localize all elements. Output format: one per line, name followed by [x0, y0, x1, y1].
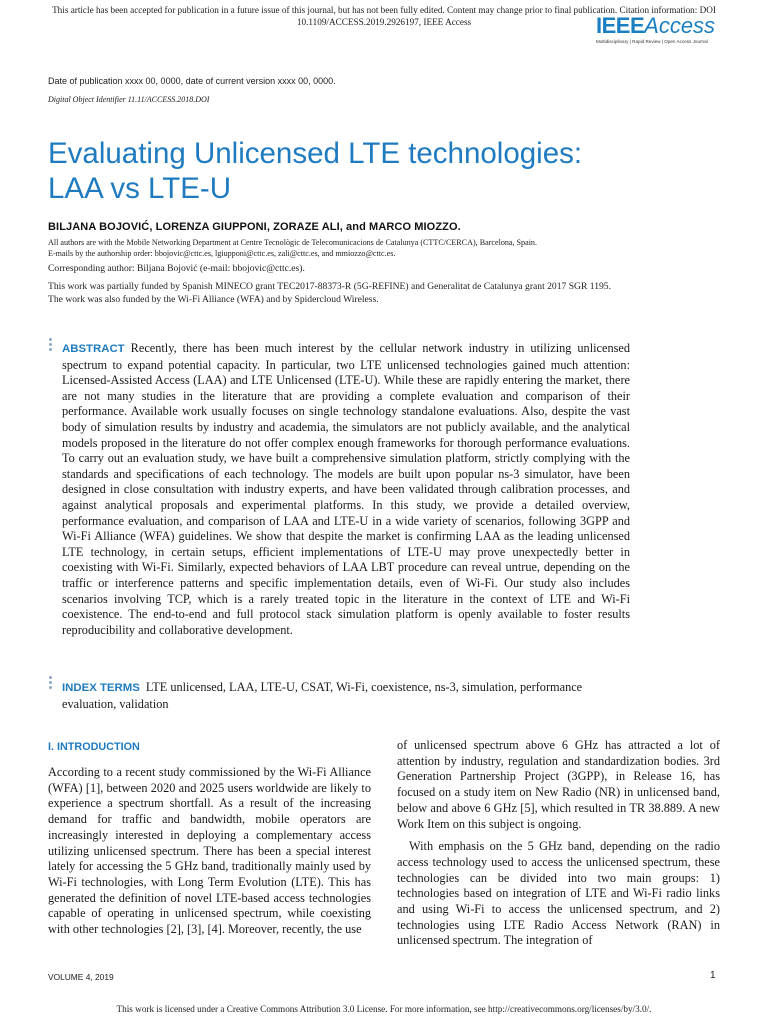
- index-terms: [62, 680, 630, 712]
- abstract-label: ABSTRACT: [62, 343, 125, 355]
- title-line-1: Evaluating Unlicensed LTE technologies:: [48, 137, 583, 170]
- index-terms-label: INDEX TERMS: [62, 682, 140, 694]
- logo-product: Access: [644, 13, 716, 38]
- ieee-access-logo: [596, 14, 726, 45]
- author-emails: E-mails by the authorship order: bbojovic@cttc.es, lgiupponi@cttc.es, zali@cttc.es, and mmiozzo@cttc.es.: [48, 249, 396, 258]
- publication-date: Date of publication xxxx 00, 0000, date of current version xxxx 00, 0000.: [48, 76, 336, 86]
- funding-note: This work was partially funded by Spanish MINECO grant TEC2017-88373-R (5G-REFINE) and Generalitat de Catalunya grant 2017 SGR 1195. The work was also funded by the Wi-Fi Alliance (WFA) and by Spidercloud Wireless.: [48, 281, 612, 305]
- page-number: 1: [710, 970, 716, 981]
- abstract-text: Recently, there has been much interest by the cellular network industry in utilizing unlicensed spectrum to expand potential capacity. In particular, two LTE unlicensed technologies gained much attention: Licensed-Assisted Access (LAA) and LTE Unlicensed (LTE-U). While these are rapidly entering the market, there are not many studies in the literature that are providing a complete evaluation and comparison of their performance. Available work usually focuses on single technology standalone evaluations. Also, despite the vast body of simulation results by industry and academia, the simulators are not publicly available, and the analytical models proposed in the literature do not offer complex enough frameworks for thorough performance evaluations. To carry out an evaluation study, we have built a comprehensive simulation platform, strictly complying with the standards and specifications of each technology. The models are built upon popular ns-3 simulator, have been designed in close consultation with industry experts, and have been validated through calibration processes, and against analytical proposals and experimental platforms. In this study, we provide a detailed overview, performance evaluation, and comparison of LAA and LTE-U in a wide variety of scenarios, following 3GPP and Wi-Fi Alliance (WFA) guidelines. We show that despite the market is confirming LAA as the leading unlicensed LTE technology, in certain setups, efficient implementations of LTE-U may prove unexpectedly better in coexisting with Wi-Fi. Similarly, expected behaviors of LAA LBT procedure can reveal untrue, depending on the traffic or interference patterns and specific implementation details, even of Wi-Fi. Our study also includes scenarios involving TCP, which is a rarely treated topic in the literature in the context of LTE and Wi-Fi coexistence. The end-to-end and full protocol stack simulation platform is openly available to foster results reproducibility and collaborative development.: [62, 341, 630, 637]
- section-heading-introduction: I. INTRODUCTION: [48, 741, 140, 753]
- intro-paragraph-2: of unlicensed spectrum above 6 GHz has attracted a lot of attention by industry, regulation and standardization bodies. 3rd Generation Partnership Project (3GPP), in Release 16, has focused on a study item on New Radio (NR) in unlicensed band, below and above 6 GHz [5], which resulted in TR 38.889. A new Work Item on this subject is ongoing.: [397, 738, 720, 831]
- left-column: [48, 765, 371, 938]
- volume-info: VOLUME 4, 2019: [48, 972, 114, 982]
- logo-brand: IEEE: [596, 13, 645, 38]
- logo-tagline: Multidisciplinary | Rapid Review | Open Access Journal: [596, 39, 708, 44]
- abstract: [62, 341, 630, 638]
- corresponding-author: Corresponding author: Biljana Bojović (e-mail: bbojovic@cttc.es).: [48, 263, 305, 274]
- title-line-2: LAA vs LTE-U: [48, 172, 232, 205]
- license-notice: This work is licensed under a Creative Commons Attribution 3.0 License. For more information, see http://creativecommons.org/licenses/by/3.0/.: [116, 1004, 652, 1014]
- intro-paragraph-3: With emphasis on the 5 GHz band, depending on the radio access technology used to access the unlicensed spectrum, these technologies can be divided into two main groups: 1) technologies based on integration of LTE and Wi-Fi radio links and using Wi-Fi to access the unlicensed spectrum, and 2) technologies using LTE Radio Access Network (RAN) in unlicensed spectrum. The integration of: [397, 839, 720, 948]
- right-column: [397, 738, 720, 949]
- notice-line-2: 10.1109/ACCESS.2019.2926197, IEEE Access: [296, 17, 472, 27]
- intro-paragraph-1: According to a recent study commissioned by the Wi-Fi Alliance (WFA) [1], between 2020 and 2025 users worldwide are likely to experience a spectrum shortfall. As a result of the increasing demand for traffic and bandwidth, mobile operators are increasingly interested in deploying a complementary access utilizing unlicensed spectrum. There has been a special interest lately for accessing the 5 GHz band, traditionally mainly used by Wi-Fi technologies, with Long Term Evolution (LTE). This has generated the definition of novel LTE-based access technologies capable of operating in unlicensed spectrum, while coexisting with other technologies [2], [3], [4]. Moreover, recently, the use: [48, 765, 371, 937]
- author-list: BILJANA BOJOVIĆ, LORENZA GIUPPONI, ZORAZE ALI, and MARCO MIOZZO.: [48, 221, 461, 233]
- doi-line: Digital Object Identifier 11.11/ACCESS.2018.DOI: [48, 95, 210, 104]
- notice-line-1: This article has been accepted for publication in a future issue of this journal, but has not been fully edited. Content may change prior to final publication. Citation information: DOI: [52, 5, 716, 15]
- index-terms-text: LTE unlicensed, LAA, LTE-U, CSAT, Wi-Fi, coexistence, ns-3, simulation, performance evaluation, validation: [62, 680, 583, 711]
- abstract-marker-icon: [48, 338, 54, 353]
- affiliation: All authors are with the Mobile Networking Department at Centre Tecnològic de Telecomunicacions de Catalunya (CTTC/CERCA), Barcelona, Spain.: [48, 238, 538, 247]
- index-terms-marker-icon: [48, 676, 54, 691]
- paper-title: [48, 136, 708, 206]
